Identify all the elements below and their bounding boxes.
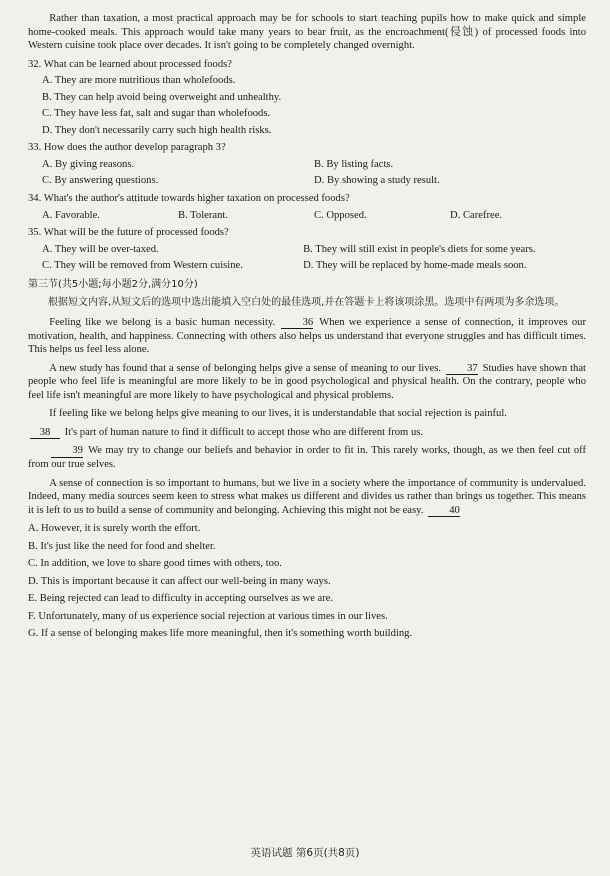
section-3-title: 第三节(共5小题;每小题2分,满分10分) xyxy=(28,278,198,290)
question-35-option-b: B. They will still exist in people's diets for some years. xyxy=(303,243,536,255)
passage-paragraph-4 xyxy=(28,444,586,471)
question-34 xyxy=(28,192,586,222)
question-35 xyxy=(28,226,586,273)
question-33-row-1 xyxy=(28,158,586,172)
passage-paragraph-3 xyxy=(28,407,586,421)
question-32-option-a: A. They are more nutritious than wholefoods. xyxy=(42,75,236,87)
question-35-row-2 xyxy=(28,259,586,273)
blank-37: 37 xyxy=(446,363,478,375)
choice-g: G. If a sense of belonging makes life more meaningful, then it's something worth building. xyxy=(28,628,413,640)
question-33-row-2 xyxy=(28,174,586,188)
choice-a: A. However, it is surely worth the effort. xyxy=(28,523,201,535)
question-35-stem: 35. What will be the future of processed foods? xyxy=(28,227,229,239)
question-34-option-d: D. Carefree. xyxy=(450,209,503,221)
question-32-option-d: D. They don't necessarily carry such high health risks. xyxy=(42,124,272,136)
paragraph-5-text: A sense of connection is so important to humans, but we live in a society where the importance of community is undervalued. Indeed, many media sources seem keen to stress what makes us different and divides us rather than brings us together. This means it is left to us to build a sense of community and belonging. Achieving this might not be easy. xyxy=(28,477,586,516)
paragraph-3-text-after: It's part of human nature to find it difficult to accept those who are different from us. xyxy=(64,426,424,438)
choice-d: D. This is important because it can affect our well-being in many ways. xyxy=(28,575,331,587)
blank-38: 38 xyxy=(30,427,60,439)
paragraph-2-text-after: Studies have shown that people who feel life is meaningful are more likely to be in good psychological and physical health. On the contrary, people who feel life isn't meaningful are more likely to have psychological and physical problems. xyxy=(28,362,586,401)
question-32-stem: 32. What can be learned about processed foods? xyxy=(28,58,232,70)
question-34-row xyxy=(28,209,586,223)
question-32 xyxy=(28,58,586,138)
answer-choices xyxy=(28,522,586,641)
passage-paragraph-2 xyxy=(28,362,586,403)
question-35-option-d: D. They will be replaced by home-made meals soon. xyxy=(303,260,527,272)
page-footer: 英语试题 第6页(共8页) xyxy=(250,847,360,859)
blank-40: 40 xyxy=(428,505,460,517)
question-34-option-a: A. Favorable. xyxy=(42,209,100,221)
question-35-option-c: C. They will be removed from Western cuisine. xyxy=(42,260,243,272)
question-33 xyxy=(28,141,586,188)
question-33-option-b: B. By listing facts. xyxy=(314,158,394,170)
blank-39: 39 xyxy=(51,445,83,457)
question-33-option-d: D. By showing a study result. xyxy=(314,175,440,187)
blank-36: 36 xyxy=(281,317,313,329)
question-33-option-c: C. By answering questions. xyxy=(42,175,159,187)
question-35-option-a: A. They will be over-taxed. xyxy=(42,243,159,255)
choice-c: C. In addition, we love to share good times with others, too. xyxy=(28,558,282,570)
passage-paragraph-1 xyxy=(28,316,586,357)
question-34-option-b: B. Tolerant. xyxy=(178,209,228,221)
passage-paragraph-5 xyxy=(28,477,586,518)
question-32-option-b: B. They can help avoid being overweight and unhealthy. xyxy=(42,91,282,103)
choice-b: B. It's just like the need for food and shelter. xyxy=(28,540,216,552)
question-32-option-c: C. They have less fat, salt and sugar than wholefoods. xyxy=(42,108,271,120)
question-33-stem: 33. How does the author develop paragraph 3? xyxy=(28,142,226,154)
choice-e: E. Being rejected can lead to difficulty in accepting ourselves as we are. xyxy=(28,593,334,605)
paragraph-4-text-after: We may try to change our beliefs and behavior in order to fit in. This rarely works, though, as we then feel cut off from our true selves. xyxy=(28,445,586,470)
passage-paragraph-3-continued xyxy=(28,426,586,440)
choice-f: F. Unfortunately, many of us experience social rejection at various times in our lives. xyxy=(28,610,388,622)
question-35-row-1 xyxy=(28,243,586,257)
question-34-stem: 34. What's the author's attitude towards higher taxation on processed foods? xyxy=(28,193,350,205)
paragraph-3-text: If feeling like we belong helps give meaning to our lives, it is understandable that social rejection is painful. xyxy=(49,408,507,420)
paragraph-2-text-before: A new study has found that a sense of belonging helps give a sense of meaning to our lives. xyxy=(49,362,441,374)
question-33-option-a: A. By giving reasons. xyxy=(42,158,135,170)
question-34-option-c: C. Opposed. xyxy=(314,209,367,221)
paragraph-1-text-before: Feeling like we belong is a basic human necessity. xyxy=(49,317,276,329)
section-3-instructions: 根据短文内容,从短文后的选项中选出能填入空白处的最佳选项,并在答题卡上将该项涂黑。选项中有两项为多余选项。 xyxy=(48,296,565,308)
paragraph-1-text-after: When we experience a sense of connection, it improves our motivation, health, and happiness. Connecting with others also helps us understand that everyone struggles and has difficult times. This helps us feel less alone. xyxy=(28,317,586,356)
intro-paragraph: Rather than taxation, a most practical approach may be for schools to start teaching pupils how to make quick and simple home-cooked meals. This approach would take many years to bear fruit, as the encroachment(侵蚀) of processed foods into Western cuisine took place over decades. It isn't going to be completely changed overnight. xyxy=(28,13,586,52)
